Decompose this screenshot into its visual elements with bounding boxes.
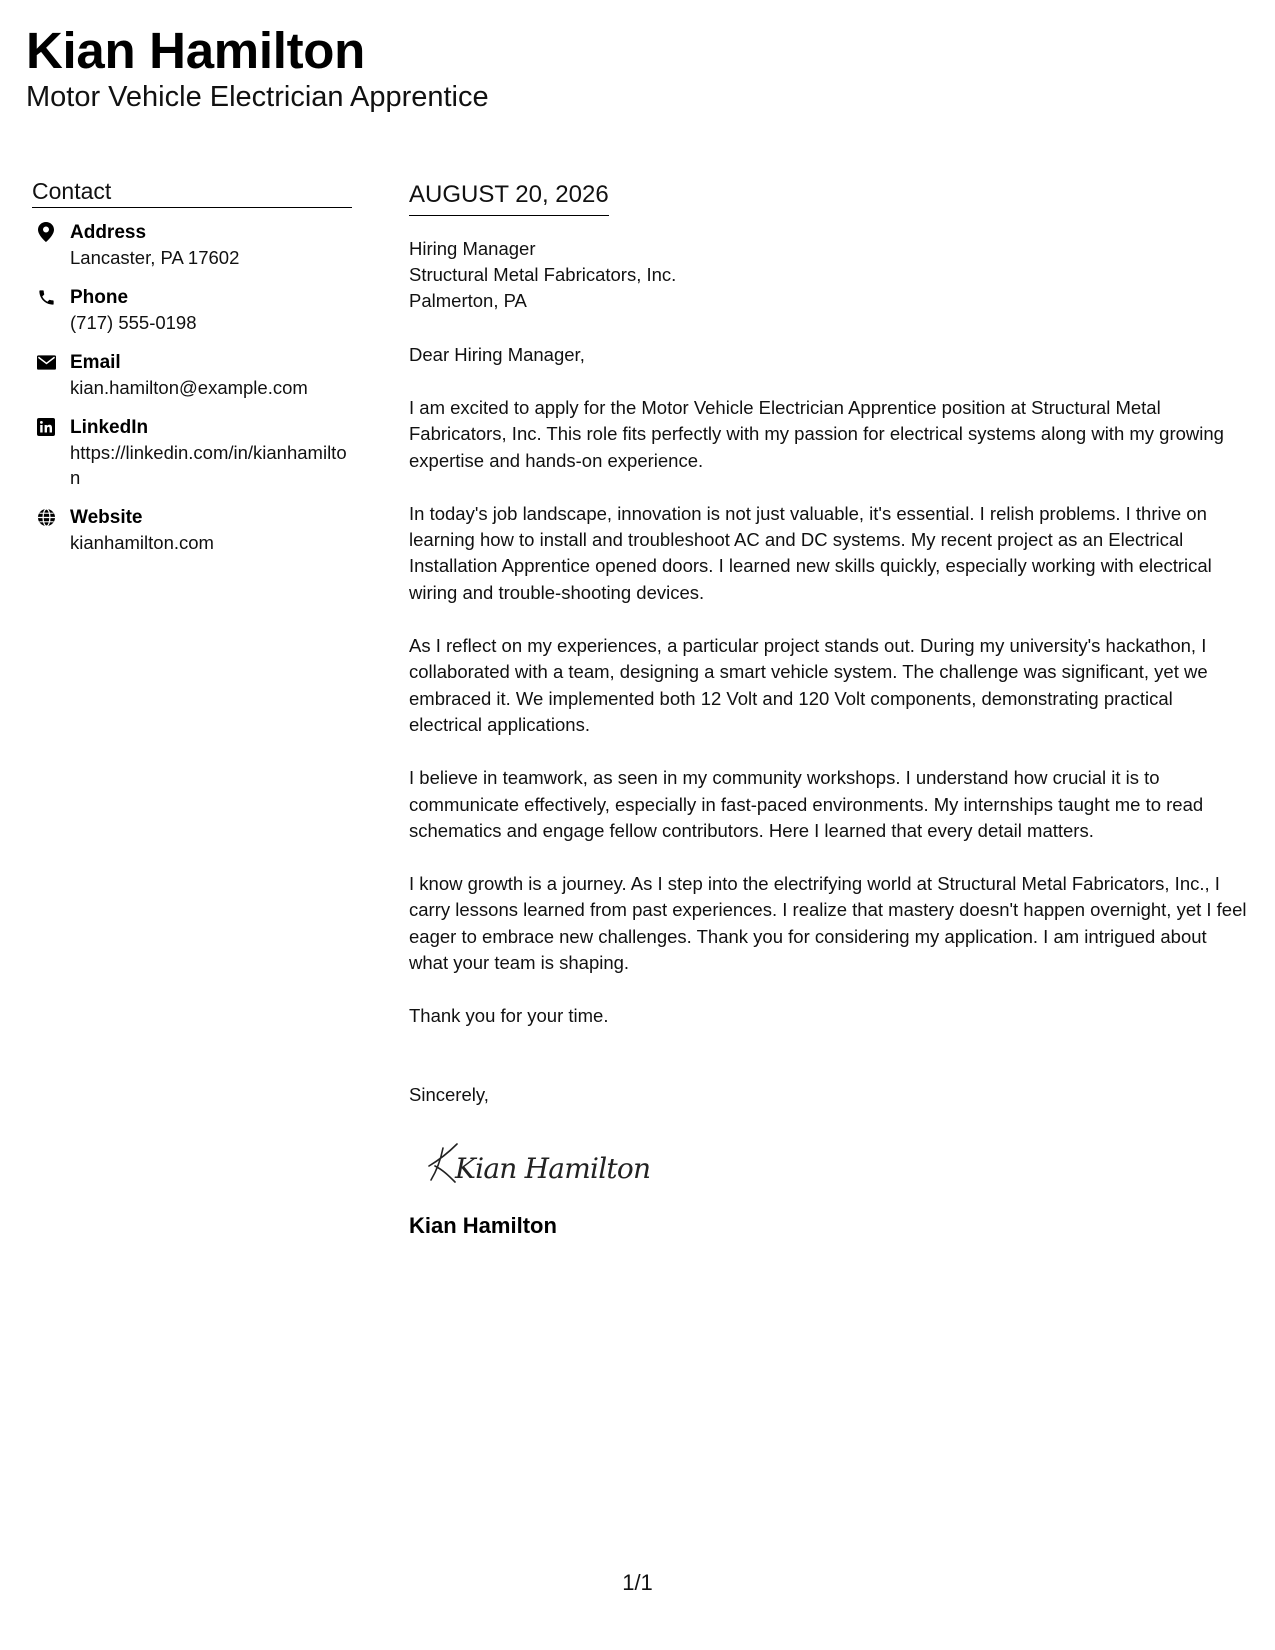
contact-label: Address (70, 222, 147, 243)
paragraph: I believe in teamwork, as seen in my community workshops. I understand how crucial it is to communicate effectively, especially in fast-paced environments. My internships taught me to read schematics and engage fellow contributors. Here I learned that every detail matters. (409, 767, 1204, 841)
greeting: Dear Hiring Manager, (409, 344, 585, 365)
signer-name: Kian Hamilton (409, 1213, 557, 1239)
date-block (409, 180, 609, 216)
page-number: 1/1 (622, 1570, 653, 1595)
header (26, 22, 489, 114)
contact-website (32, 505, 352, 555)
contact-sidebar (32, 177, 352, 570)
paragraph: In today's job landscape, innovation is not just valuable, it's essential. I relish problems. I thrive on learning how to install and troubleshoot AC and DC systems. My recent project as an Electrical Installation Apprentice opened doors. I learned new skills quickly, especially working with electrical wiring and trouble-shooting devices. (409, 502, 1212, 603)
recipient-block (409, 236, 1249, 314)
handwritten-signature (421, 1136, 1249, 1192)
phone-icon (35, 286, 57, 308)
linkedin-icon (35, 416, 57, 438)
letter-body (409, 180, 1249, 1240)
phone-value: (717) 555-0198 (70, 312, 197, 333)
globe-icon (35, 506, 57, 528)
paragraph: As I reflect on my experiences, a particular project stands out. During my university's hackathon, I collaborated with a team, designing a smart vehicle system. The challenge was significant, yet we embraced it. We implemented both 12 Volt and 120 Volt components, demonstrating practical electrical applications. (409, 635, 1208, 735)
address-value: Lancaster, PA 17602 (70, 247, 240, 268)
contact-heading: Contact (32, 177, 352, 208)
letter-date: AUGUST 20, 2026 (409, 181, 609, 208)
thanks-line: Thank you for your time. (409, 1005, 609, 1027)
linkedin-value[interactable]: https://linkedin.com/in/kianhamilton (70, 442, 347, 488)
job-title: Motor Vehicle Electrician Apprentice (26, 81, 489, 113)
contact-label: Website (70, 507, 143, 528)
contact-linkedin (32, 415, 352, 490)
recipient-company: Structural Metal Fabricators, Inc. (409, 264, 677, 285)
contact-list (32, 220, 352, 555)
contact-label: LinkedIn (70, 417, 149, 438)
email-value[interactable]: kian.hamilton@example.com (70, 377, 308, 398)
map-pin-icon (35, 221, 57, 243)
recipient-line: Hiring Manager (409, 238, 536, 259)
recipient-location: Palmerton, PA (409, 290, 527, 311)
contact-label: Phone (70, 287, 129, 308)
applicant-name: Kian Hamilton (26, 22, 365, 79)
signature-text: Kian Hamilton (455, 1152, 651, 1186)
contact-label: Email (70, 352, 121, 373)
website-value[interactable]: kianhamilton.com (70, 532, 214, 553)
contact-address (32, 220, 352, 270)
contact-email (32, 350, 352, 400)
contact-phone (32, 285, 352, 335)
paragraph: I know growth is a journey. As I step into the electrifying world at Structural Metal Fabricators, Inc., I carry lessons learned from past experiences. I realize that mastery doesn't happen overnight, yet I feel eager to embrace new challenges. Thank you for considering my application. I am intrigued about what your team is shaping. (409, 873, 1247, 974)
closing: Sincerely, (409, 1084, 489, 1106)
paragraph: I am excited to apply for the Motor Vehicle Electrician Apprentice position at Structural Metal Fabricators, Inc. This role fits perfectly with my passion for electrical systems along with my growing expertise and hands-on experience. (409, 397, 1224, 471)
email-icon (35, 351, 57, 373)
